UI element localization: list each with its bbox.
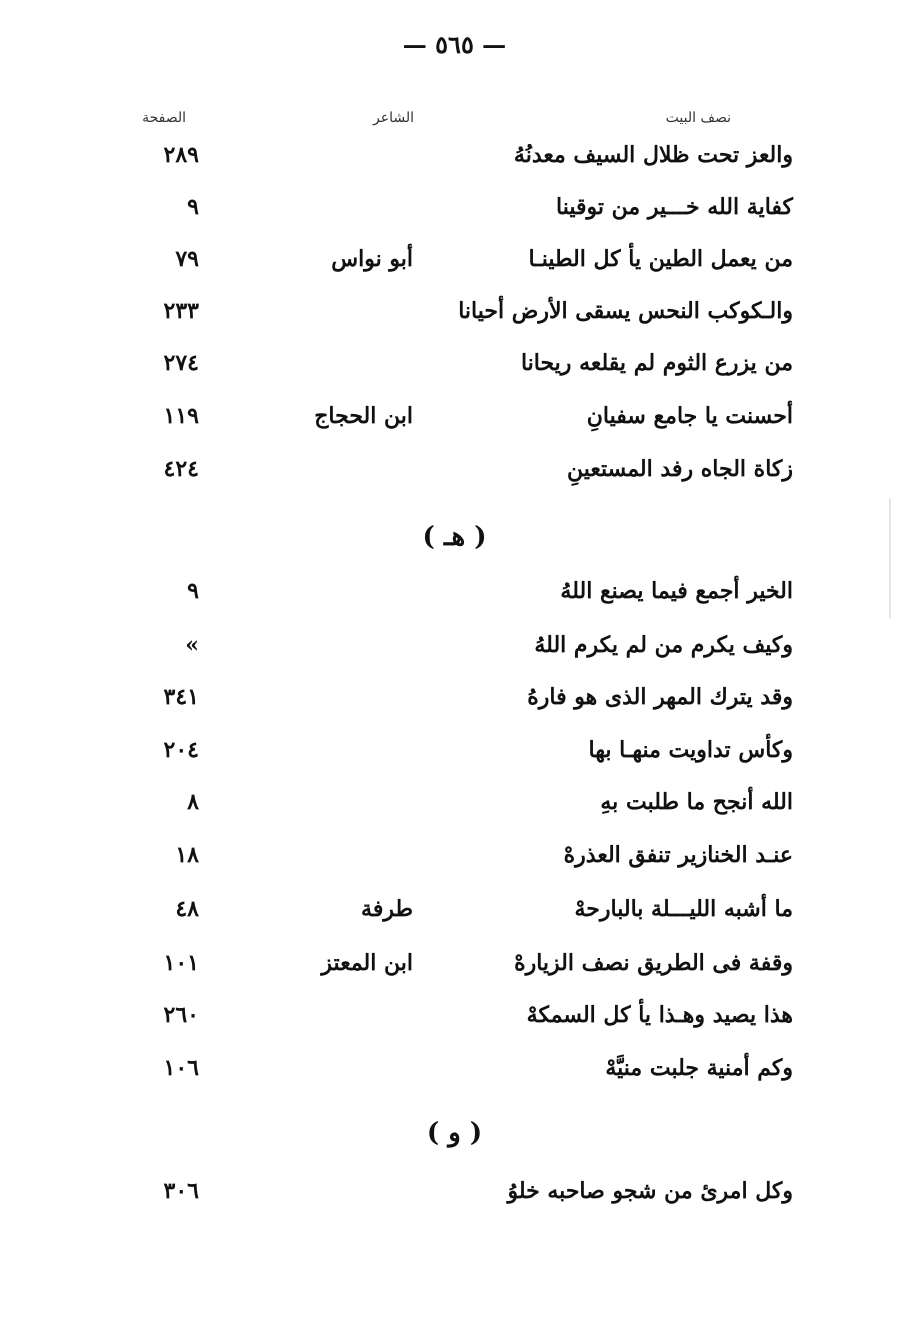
- table-row: [0, 842, 909, 882]
- poet-name: طرفة: [361, 896, 413, 922]
- verse-text: وكل امرئ من شجو صاحبه خلوُ: [507, 1178, 793, 1204]
- table-row: [0, 142, 909, 182]
- table-row: [0, 350, 909, 390]
- table-row: [0, 1002, 909, 1042]
- verse-text: هذا يصيد وهـذا يأ كل السمكهْ: [526, 1002, 793, 1028]
- verse-text: وكم أمنية جلبت منيَّهْ: [605, 1055, 793, 1081]
- page-ref: ١١٩: [163, 403, 199, 429]
- page-ref: ٩: [187, 578, 199, 604]
- table-row: [0, 896, 909, 936]
- poet-name: ابن المعتز: [321, 950, 413, 976]
- verse-text: الخير أجمع فيما يصنع اللهُ: [560, 578, 793, 604]
- page-ref: ١٠١: [163, 950, 199, 976]
- table-row: [0, 632, 909, 672]
- page-edge-shadow: [889, 498, 891, 618]
- section-heading-ha: ( هـ ): [422, 522, 487, 552]
- verse-text: وكأس تداويت منهـا بها: [588, 737, 793, 763]
- verse-text: أحسنت يا جامع سفيانِ: [586, 403, 793, 429]
- verse-text: وكيف يكرم من لم يكرم اللهُ: [534, 632, 793, 658]
- page-ref: »: [185, 632, 199, 658]
- header-verse: نصف البيت: [665, 110, 731, 126]
- column-headers: [0, 110, 909, 134]
- page-ref: ٢٨٩: [163, 142, 199, 168]
- page-ref: ١٨: [175, 842, 199, 868]
- page-ref: ٤٨: [175, 896, 199, 922]
- table-row: [0, 684, 909, 724]
- poet-name: ابن الحجاج: [314, 403, 413, 429]
- table-row: [0, 194, 909, 234]
- verse-text: زكاة الجاه رفد المستعينِ: [566, 456, 793, 482]
- page-ref: ٢٠٤: [163, 737, 199, 763]
- page-ref: ٧٩: [175, 246, 199, 272]
- table-row: [0, 950, 909, 990]
- table-row: [0, 403, 909, 443]
- section-heading-waw: ( و ): [426, 1118, 483, 1148]
- table-row: [0, 246, 909, 286]
- table-row: [0, 456, 909, 496]
- table-row: [0, 789, 909, 829]
- poet-name: أبو نواس: [331, 246, 413, 272]
- header-page: الصفحة: [142, 110, 186, 126]
- verse-text: والعز تحت ظلال السيف معدنُهُ: [513, 142, 793, 168]
- header-poet: الشاعر: [373, 110, 414, 126]
- table-row: [0, 737, 909, 777]
- page-number: — ٥٦٥ —: [402, 30, 507, 59]
- page-ref: ١٠٦: [163, 1055, 199, 1081]
- verse-text: من يزرع الثوم لم يقلعه ريحانا: [520, 350, 793, 376]
- verse-text: وقد يترك المهر الذى هو فارهُ: [527, 684, 793, 710]
- page-ref: ٣٠٦: [163, 1178, 199, 1204]
- table-row: [0, 1055, 909, 1095]
- verse-text: وقفة فى الطريق نصف الزيارهْ: [514, 950, 793, 976]
- page-ref: ٤٢٤: [163, 456, 199, 482]
- verse-text: ما أشبه الليـــلة بالبارحهْ: [574, 896, 793, 922]
- table-row: [0, 298, 909, 338]
- verse-text: والـكوكب النحس يسقى الأرض أحيانا: [458, 298, 793, 324]
- page-ref: ٣٤١: [163, 684, 199, 710]
- page-ref: ٢٦٠: [163, 1002, 199, 1028]
- page-ref: ٩: [187, 194, 199, 220]
- page-ref: ٢٧٤: [163, 350, 199, 376]
- table-row: [0, 578, 909, 618]
- page-ref: ٨: [187, 789, 199, 815]
- verse-text: كفاية الله خـــير من توقينا: [556, 194, 793, 220]
- table-row: [0, 1178, 909, 1218]
- page-ref: ٢٣٣: [163, 298, 199, 324]
- verse-text: من يعمل الطين يأ كل الطينـا: [528, 246, 793, 272]
- verse-text: الله أنجح ما طلبت بهِ: [600, 789, 793, 815]
- verse-text: عنـد الخنازير تنفق العذرهْ: [563, 842, 793, 868]
